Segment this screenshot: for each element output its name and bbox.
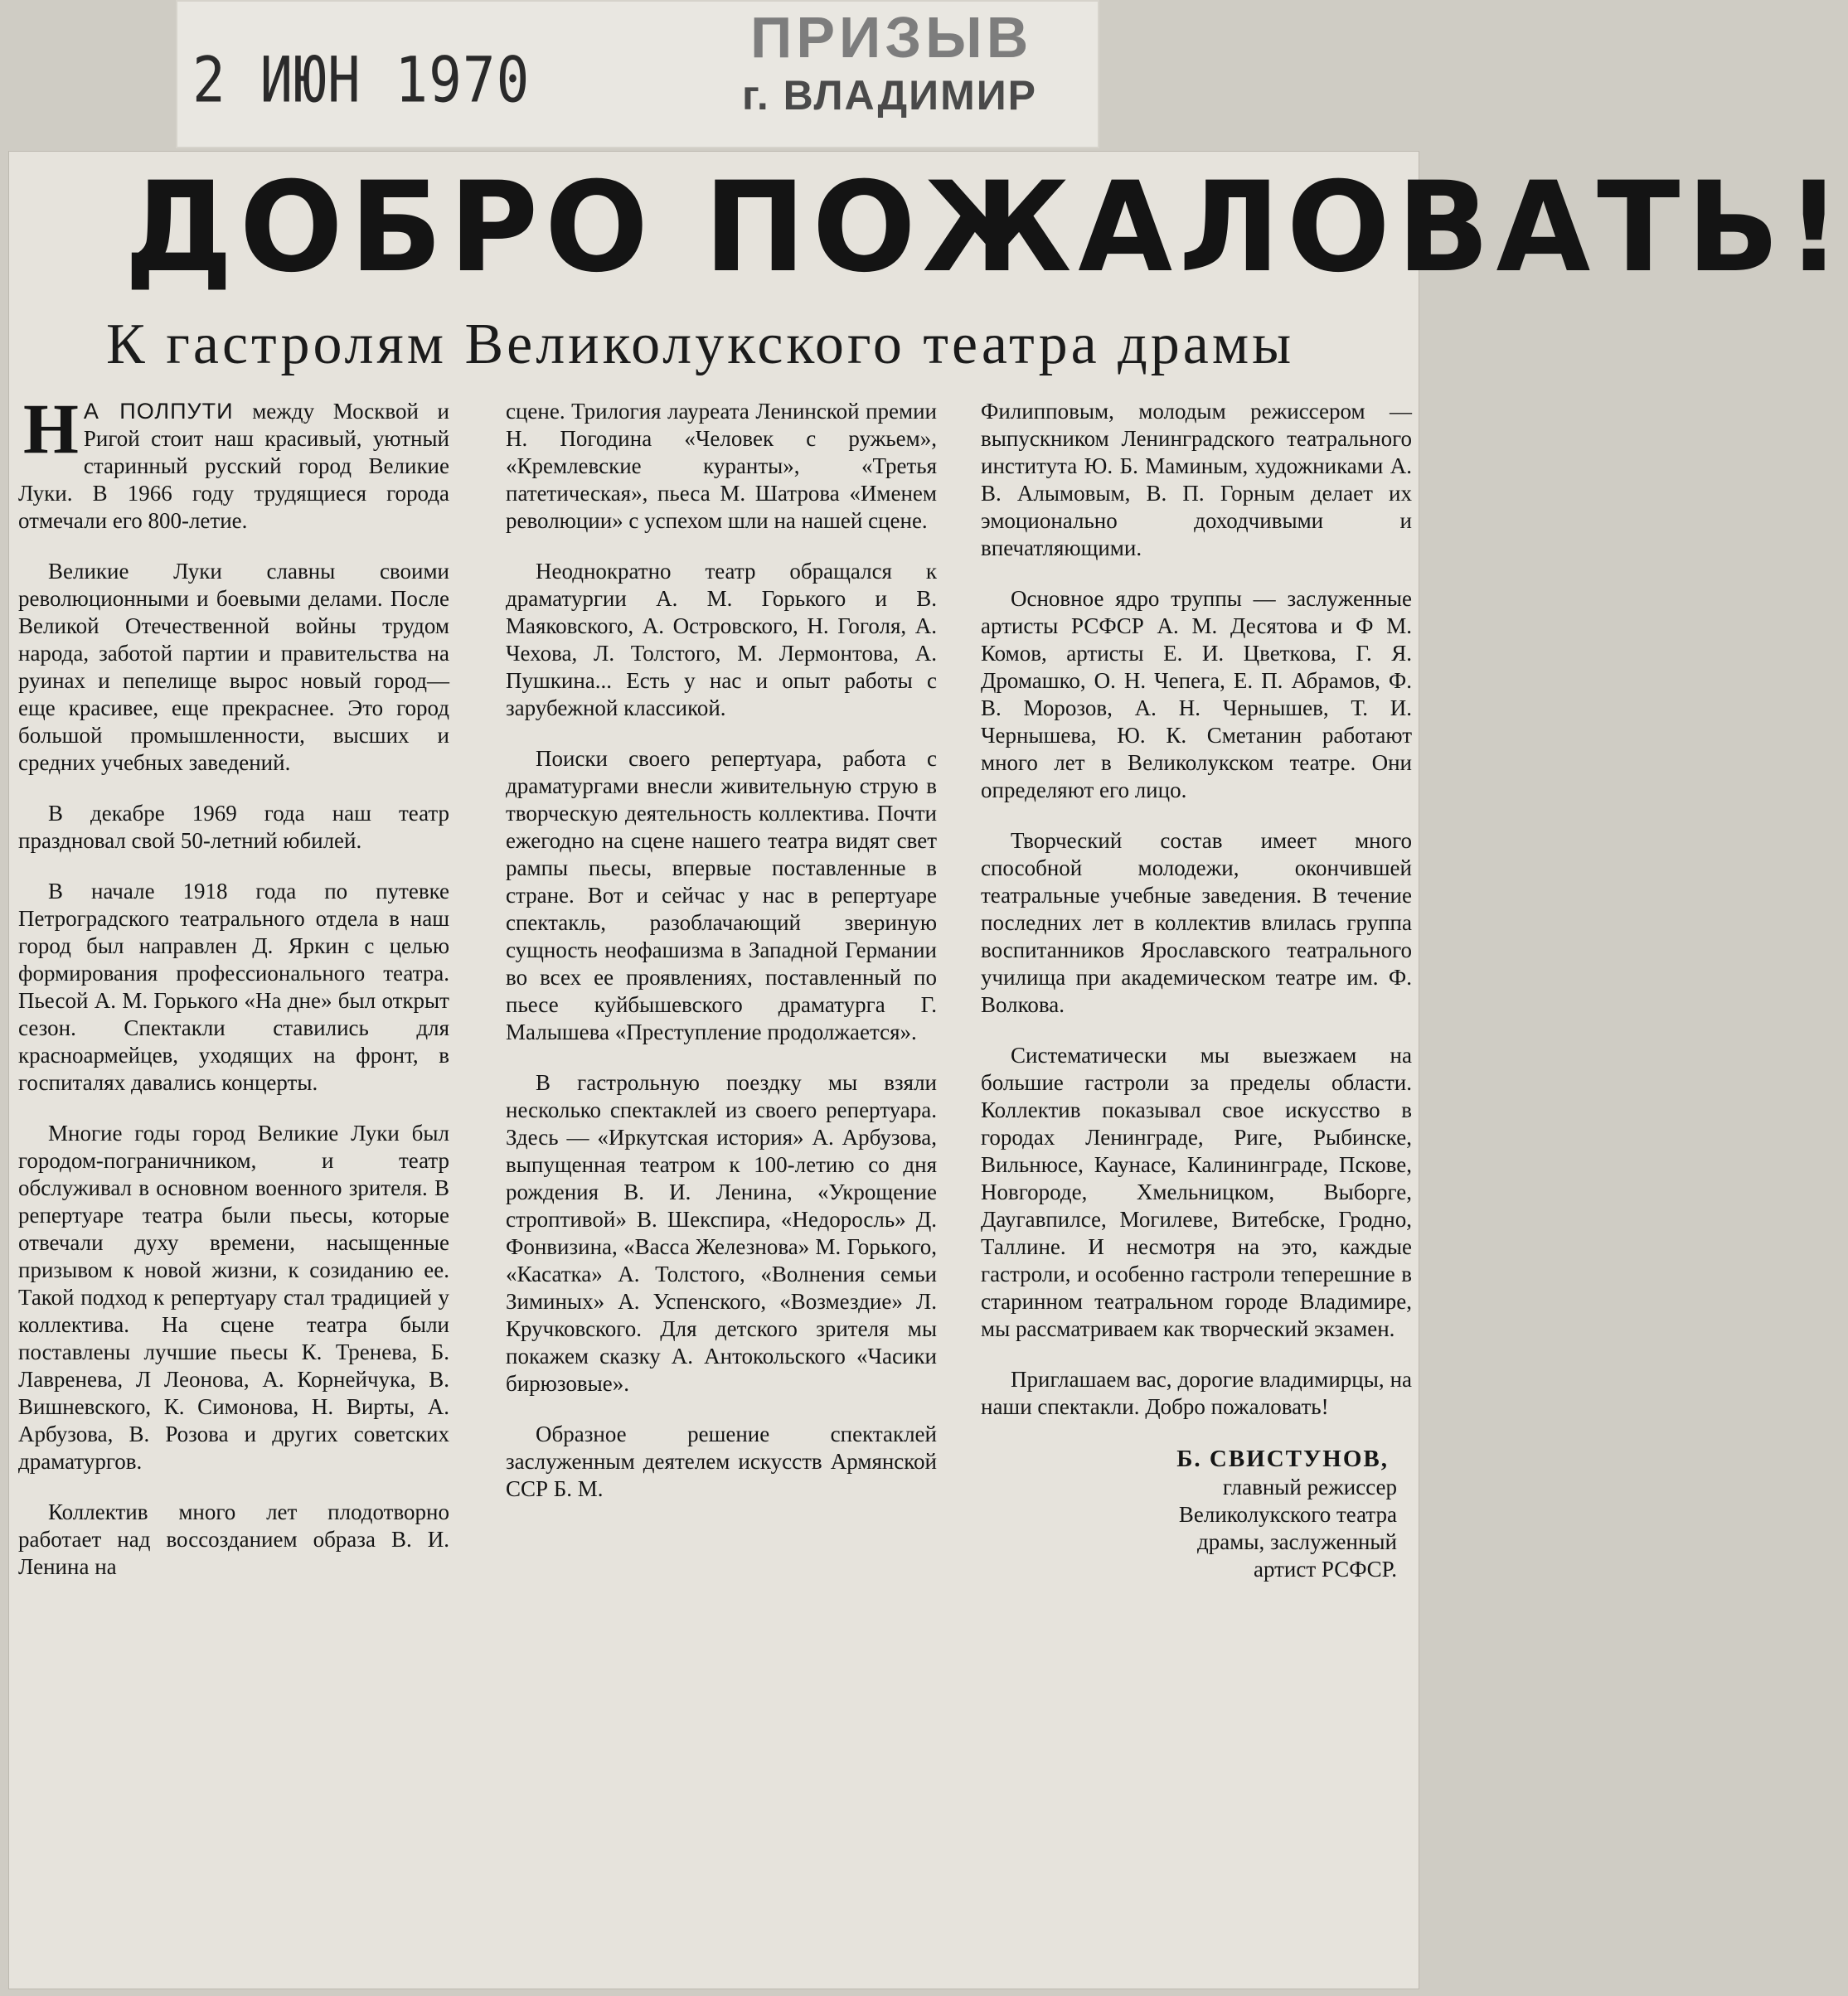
stamp-city: г. ВЛАДИМИР (742, 72, 1038, 119)
paragraph: Творческий состав имеет много способной молодежи, окончившей театральные учебные заведения. В течение последних лет в коллектив влилась группа воспитанников Ярославского театрального училища при академическом театре им. Ф. Волкова. (981, 828, 1412, 1017)
article-subheadline: К гастролям Великолукского театра драмы (106, 312, 1295, 376)
author-title-line: главный режиссер (1222, 1475, 1397, 1499)
paragraph: Великие Луки славны своими революционными и боевыми делами. После Великой Отечественной войны трудом народа, заботой партии и правительства на руинах и пепелище вырос новый город—еще красивее, еще прекраснее. Это город большой промышленности, высших и средних учебных заведений. (18, 559, 449, 775)
lead-paragraph (18, 389, 449, 535)
paragraph: Коллектив много лет плодотворно работает над воссозданием образа В. И. Ленина на (18, 1499, 449, 1579)
author-title-line: артист РСФСР. (1254, 1557, 1397, 1582)
drop-cap: Н (23, 389, 79, 468)
author-signature (981, 1444, 1412, 1583)
paragraph: Многие годы город Великие Луки был городом-пограничником, и театр обслуживал в основном военного зрителя. В репертуаре театра были пьесы, которые отвечали духу времени, насыщенные призывом к новой жизни, к созиданию ее. Такой подход к репертуару стал традицией у коллектива. На сцене театра были поставлены лучшие пьесы К. Тренева, Б. Лавренева, Л Леонова, А. Корнейчука, В. Вишневского, К. Симонова, Н. Вирты, А. Арбузова, В. Розова и других советских драматургов. (18, 1121, 449, 1474)
article-column-2 (506, 398, 937, 1503)
stamp-newspaper-name: ПРИЗЫВ (750, 5, 1033, 70)
paragraph: Образное решение спектаклей заслуженным деятелем искусств Армянской ССР Б. М. (506, 1422, 937, 1501)
paragraph: Приглашаем вас, дорогие владимирцы, на наши спектакли. Добро пожаловать! (981, 1367, 1412, 1419)
paragraph: В гастрольную поездку мы взяли несколько спектаклей из своего репертуара. Здесь — «Иркутская история» А. Арбузова, выпущенная театром к 100-летию со дня рождения В. И. Ленина, «Укрощение строптивой» В. Шекспира, «Недоросль» Д. Фонвизина, «Васса Железнова» М. Горького, «Касатка» А. Толстого, «Волнения семьи Зиминых» А. Успенского, «Возмездие» Л. Кручковского. Для детского зрителя мы покажем сказку А. Антокольского «Часики бирюзовые». (506, 1070, 937, 1396)
article-column-3 (981, 398, 1412, 1583)
paragraph: Неоднократно театр обращался к драматургии А. М. Горького и В. Маяковского, А. Островского, Н. Гоголя, А. Чехова, Л. Толстого, М. Лермонтова, А. Пушкина... Есть у нас и опыт работы с зарубежной классикой. (506, 559, 937, 720)
paragraph: Систематически мы выезжаем на большие гастроли за пределы области. Коллектив показывал свое искусство в городах Ленинграде, Риге, Рыбинске, Вильнюсе, Каунасе, Калининграде, Пскове, Новгороде, Хмельницком, Выборге, Даугавпилсе, Могилеве, Витебске, Гродно, Таллине. И несмотря на это, каждые гастроли, и особенно гастроли теперешние в старинном театральном городе Владимире, мы рассматриваем как творческий экзамен. (981, 1043, 1412, 1341)
paragraph: Основное ядро труппы — заслуженные артисты РСФСР А. М. Десятова и Ф М. Комов, артисты Е. И. Цветкова, Г. Я. Дромашко, О. Н. Чепега, Е. П. Абрамов, Ф. В. Морозов, А. Н. Чернышев, Т. И. Чернышева, Ю. К. Сметанин работают много лет в Великолукском театре. Они определяют его лицо. (981, 586, 1412, 802)
lead-first-words: А ПОЛПУТИ (83, 399, 234, 424)
author-title (981, 1474, 1397, 1583)
author-title-line: Великолукского театра (1178, 1502, 1397, 1527)
article-column-1 (18, 389, 449, 1581)
lead-text: между Москвой и Ригой стоит наш красивый, уютный старинный русский город Великие Луки. В 1966 году трудящиеся города отмечали его 800-летие. (18, 399, 449, 533)
author-name: Б. СВИСТУНОВ, (1176, 1446, 1389, 1472)
article-headline: ДОБРО ПОЖАЛОВАТЬ! (124, 156, 1848, 300)
paragraph: В начале 1918 года по путевке Петроградского театрального отдела в наш город был направлен Д. Яркин с целью формирования профессионального театра. Пьесой А. М. Горького «На дне» был открыт сезон. Спектакли ставились для красноармейцев, уходящих на фронт, в госпиталях давались концерты. (18, 879, 449, 1095)
paragraph: Поиски своего репертуара, работа с драматургами внесли живительную струю в творческую деятельность коллектива. Почти ежегодно на сцене нашего театра видят свет рампы пьесы, впервые поставленные в стране. Вот и сейчас у нас в репертуаре спектакль, разоблачающий звериную сущность неофашизма в Западной Германии во всех ее проявлениях, поставленный по пьесе куйбышевского драматурга Г. Малышева «Преступление продолжается». (506, 746, 937, 1044)
author-title-line: драмы, заслуженный (1197, 1529, 1397, 1554)
paragraph: В декабре 1969 года наш театр праздновал свой 50-летний юбилей. (18, 801, 449, 853)
paragraph-continuation: Филипповым, молодым режиссером — выпускником Ленинградского театрального института Ю. Б. Маминым, художниками А. В. Алымовым, В. П. Горным делает их эмоционально доходчивыми и впечатляющими. (981, 399, 1412, 560)
stamp-date: 2 ИЮН 1970 (192, 43, 531, 117)
paragraph-continuation: сцене. Трилогия лауреата Ленинской премии Н. Погодина «Человек с ружьем», «Кремлевские куранты», «Третья патетическая», пьеса М. Шатрова «Именем революции» с успехом шли на нашей сцене. (506, 399, 937, 533)
